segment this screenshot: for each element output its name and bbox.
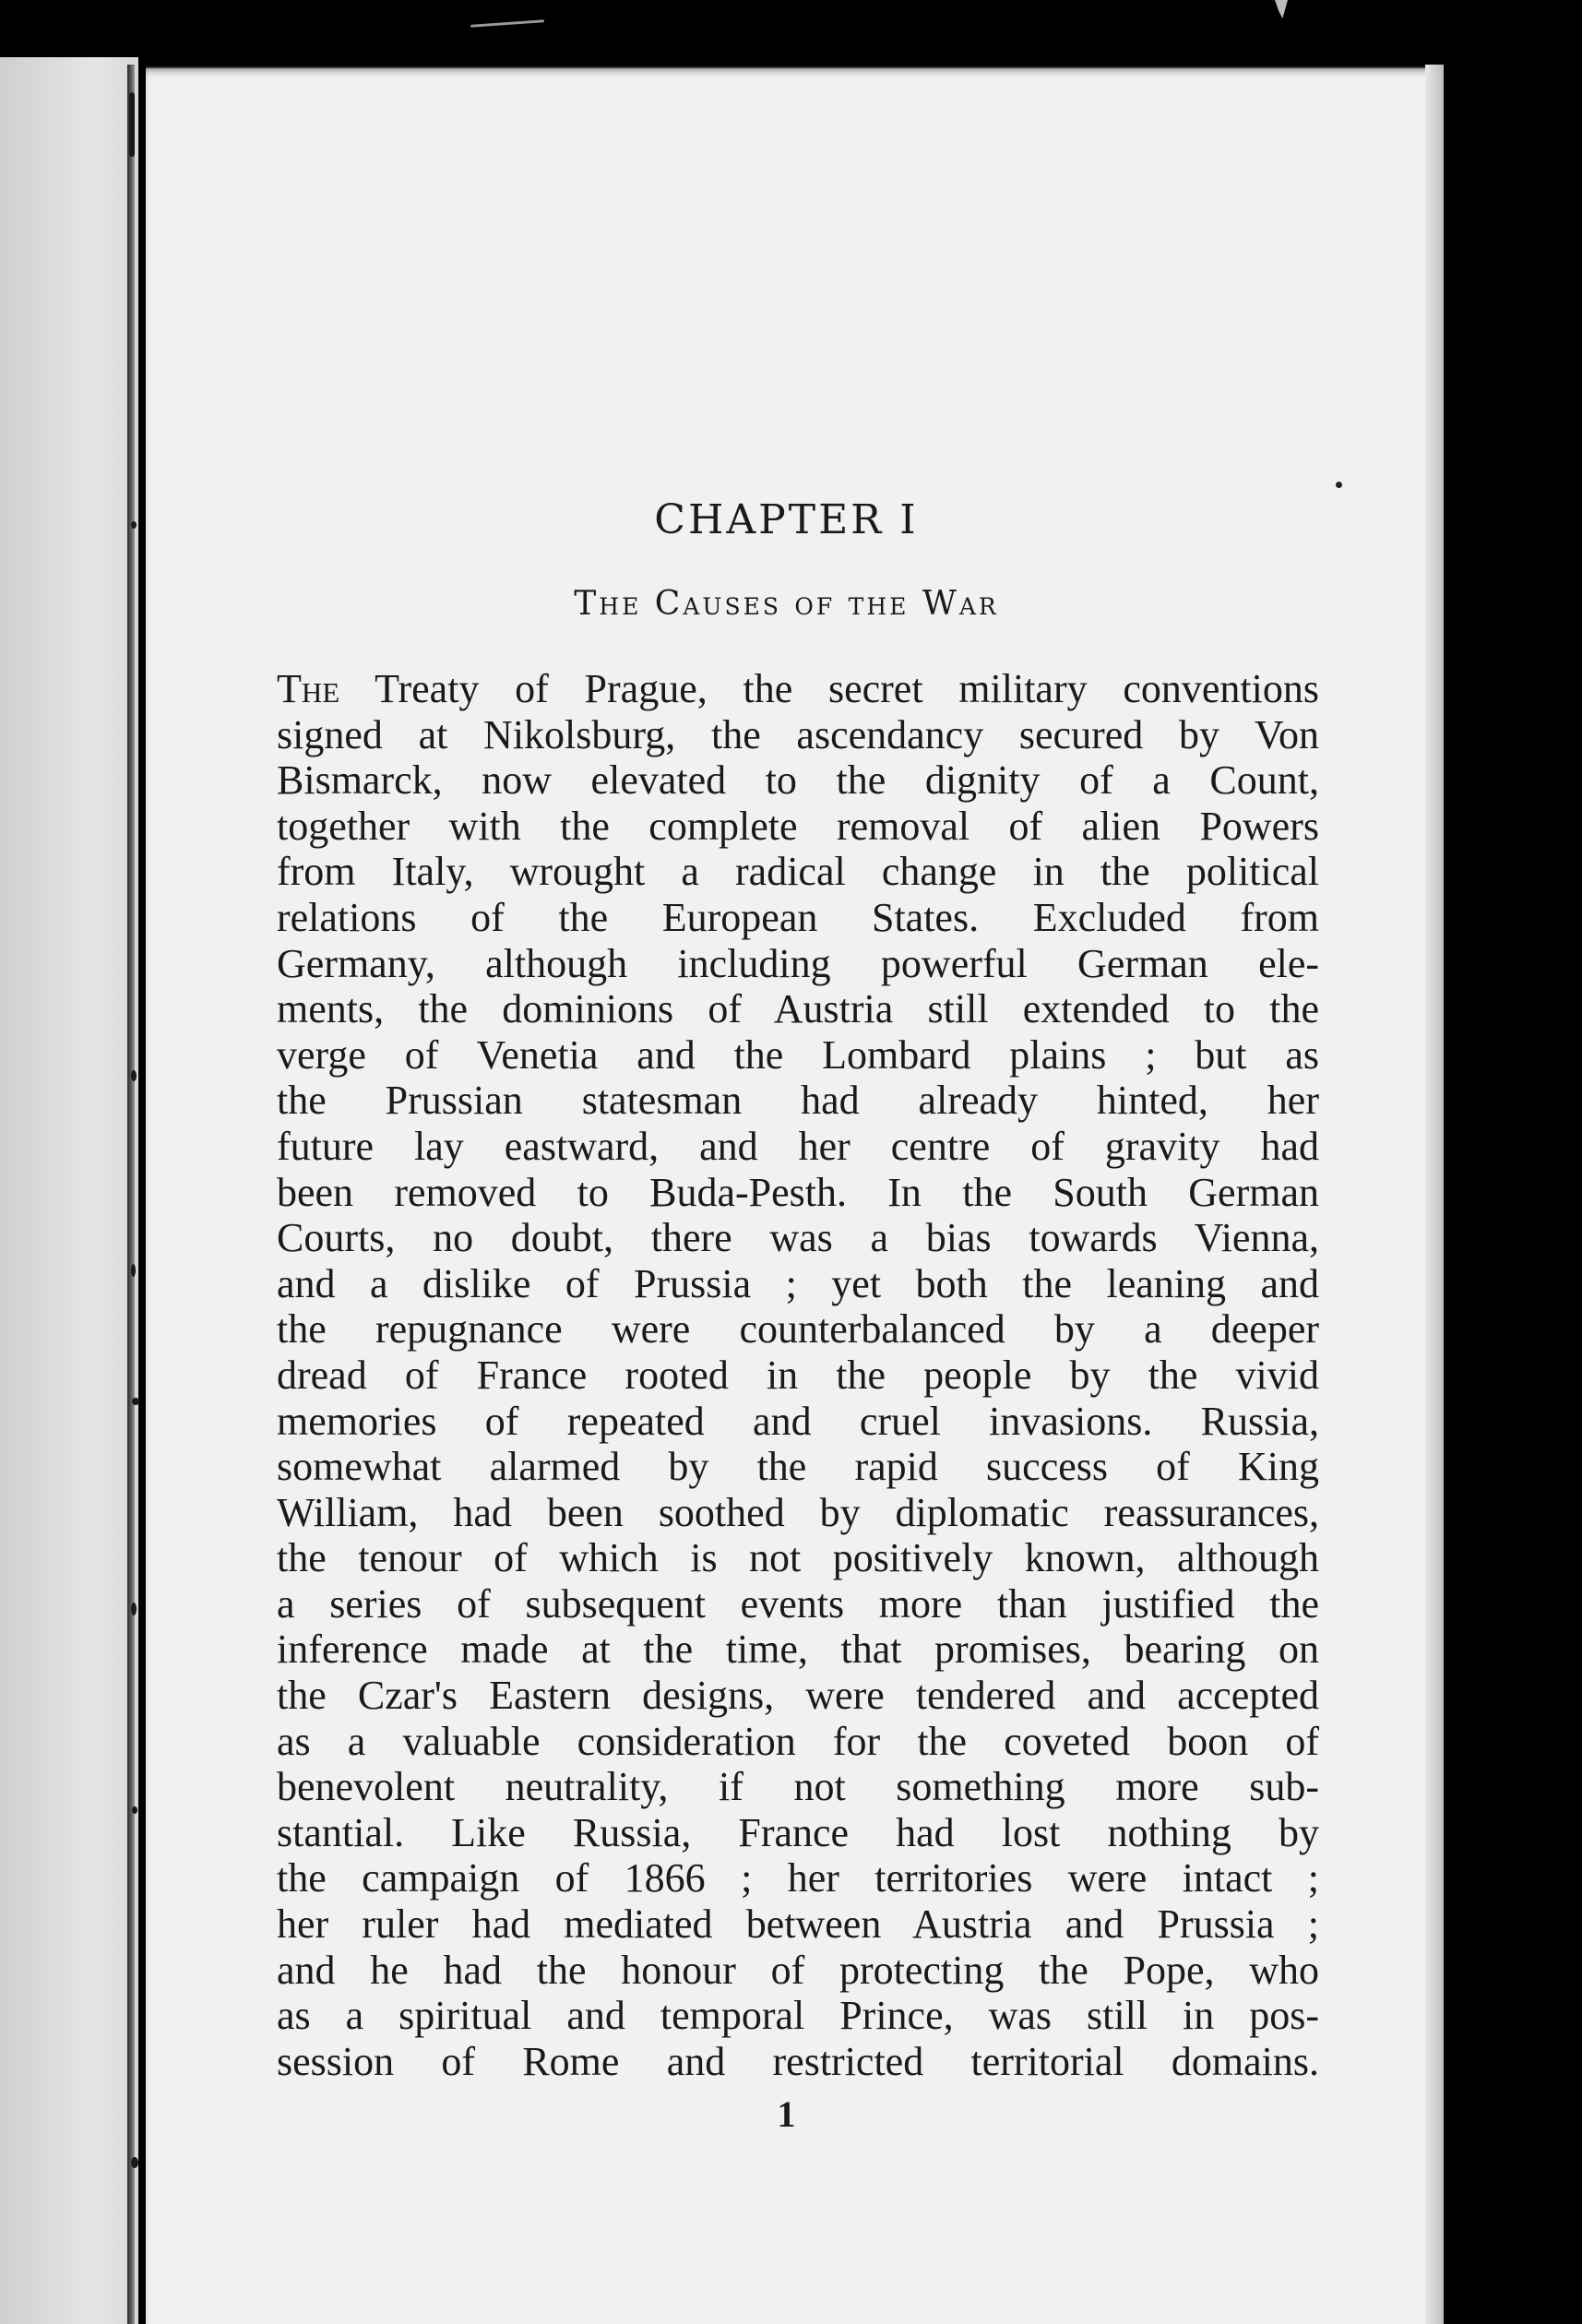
gutter-mark: [132, 1806, 137, 1814]
page-right-edge: [1425, 65, 1444, 2324]
text-line: inference made at the time, that promises, bearing on: [277, 1627, 1319, 1673]
scan-artifact-scratch: [470, 19, 544, 28]
text-line: the tenour of which is not positively known, although: [277, 1535, 1319, 1581]
gutter-mark: [131, 1070, 137, 1081]
text-line: Courts, no doubt, there was a bias towards Vienna,: [277, 1215, 1319, 1261]
text-line: verge of Venetia and the Lombard plains ; but as: [277, 1031, 1319, 1078]
lead-word: The: [277, 666, 340, 711]
text-line: somewhat alarmed by the rapid success of King: [277, 1444, 1319, 1490]
gutter-mark: [131, 1603, 137, 1615]
page-number: 1: [777, 2093, 796, 2135]
gutter-mark: [131, 1264, 136, 1277]
text-line: together with the complete removal of alien Powers: [277, 803, 1319, 849]
chapter-subtitle: The Causes of the War: [574, 585, 999, 623]
text-line: dread of France rooted in the people by the vivid: [277, 1352, 1319, 1398]
chapter-title: CHAPTER I: [654, 496, 919, 543]
body-paragraph: [277, 666, 1319, 2084]
text-line: relations of the European States. Excluded from: [277, 894, 1319, 940]
text-line: as a valuable consideration for the coveted boon of: [277, 1718, 1319, 1764]
text-line: William, had been soothed by diplomatic reassurances,: [277, 1489, 1319, 1535]
text-line: session of Rome and restricted territorial domains.: [277, 2038, 1319, 2084]
text-line: as a spiritual and temporal Prince, was still in pos-: [277, 1993, 1319, 2039]
text-line: and a dislike of Prussia ; yet both the leaning and: [277, 1260, 1319, 1306]
text-line: her ruler had mediated between Austria and Prussia ;: [277, 1901, 1319, 1948]
text-line: memories of repeated and cruel invasions. Russia,: [277, 1398, 1319, 1444]
gutter-mark: [129, 92, 135, 157]
book-gutter: [127, 65, 135, 2324]
text-line: Bismarck, now elevated to the dignity of a Count,: [277, 757, 1319, 804]
text-line: from Italy, wrought a radical change in the political: [277, 849, 1319, 895]
gutter-mark: [131, 2157, 138, 2168]
text-line: the Prussian statesman had already hinted, her: [277, 1078, 1319, 1124]
gutter-mark: [132, 1398, 139, 1405]
facing-page-edge: [0, 57, 138, 2324]
text-line: the Czar's Eastern designs, were tendered and accepted: [277, 1673, 1319, 1719]
text-line: a series of subsequent events more than justified the: [277, 1580, 1319, 1627]
text-line: Germany, although including powerful German ele-: [277, 940, 1319, 986]
text-line: signed at Nikolsburg, the ascendancy secured by Von: [277, 711, 1319, 757]
text-line: been removed to Buda-Pesth. In the South German: [277, 1169, 1319, 1215]
text-line: stantial. Like Russia, France had lost nothing by: [277, 1809, 1319, 1855]
text-line: the repugnance were counterbalanced by a deeper: [277, 1306, 1319, 1353]
text-line: ments, the dominions of Austria still extended to the: [277, 986, 1319, 1032]
text-line: The Treaty of Prague, the secret military conventions: [277, 666, 1319, 711]
gutter-mark: [131, 521, 137, 529]
text-line: benevolent neutrality, if not something more sub-: [277, 1764, 1319, 1810]
text-line: future lay eastward, and her centre of gravity had: [277, 1123, 1319, 1169]
text-line: and he had the honour of protecting the Pope, who: [277, 1947, 1319, 1993]
text-line: the campaign of 1866 ; her territories were intact ;: [277, 1855, 1319, 1901]
scan-artifact-mark: [1275, 0, 1288, 18]
page-speck: [1336, 482, 1342, 488]
